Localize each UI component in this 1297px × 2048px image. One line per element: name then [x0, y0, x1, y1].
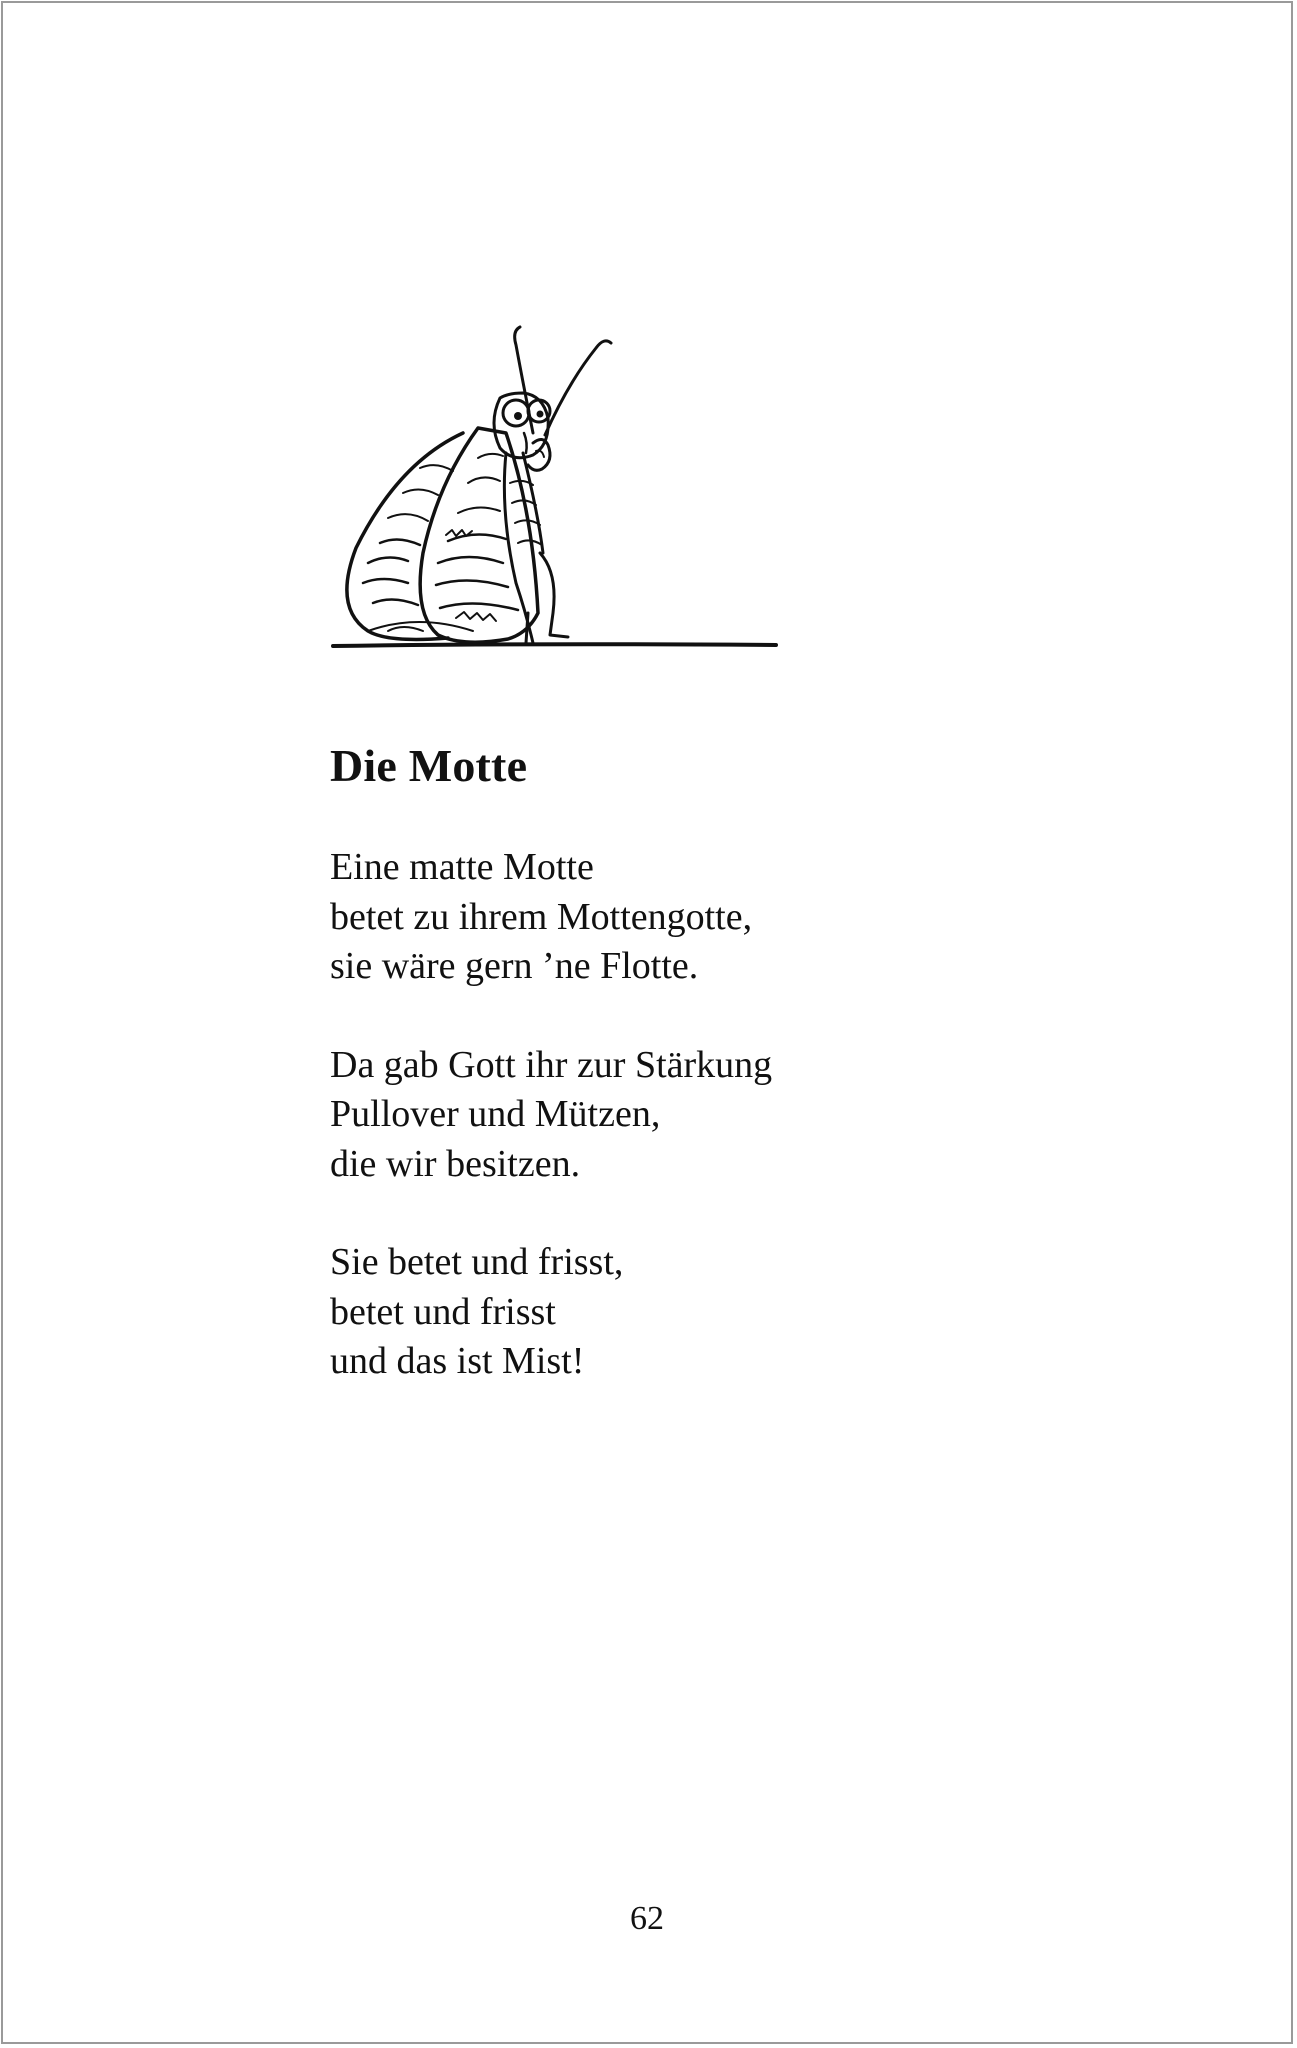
- stanza: [330, 1041, 1130, 1190]
- poem-line: betet und frisst: [330, 1290, 556, 1333]
- poem-line: sie wäre gern ’ne Flotte.: [330, 945, 699, 987]
- poem-line: Sie betet und frisst,: [330, 1241, 624, 1283]
- book-page: [1, 1, 1293, 2044]
- poem-line: die wir besitzen.: [330, 1142, 581, 1185]
- moth-illustration: [328, 313, 788, 658]
- stanza: [330, 843, 1130, 992]
- poem-line: Pullover und Mützen,: [330, 1093, 661, 1135]
- poem-line: betet zu ihrem Mottengotte,: [330, 895, 753, 938]
- poem-title: Die Motte: [330, 740, 528, 791]
- stanza: [330, 1238, 1130, 1387]
- page-number: 62: [630, 1900, 664, 1937]
- poem-body: [330, 843, 1130, 1436]
- poem-line: Da gab Gott ihr zur Stärkung: [330, 1043, 773, 1086]
- poem-line: Eine matte Motte: [330, 846, 594, 888]
- poem-line: und das ist Mist!: [330, 1340, 585, 1382]
- moth-drawing-icon: [328, 313, 788, 658]
